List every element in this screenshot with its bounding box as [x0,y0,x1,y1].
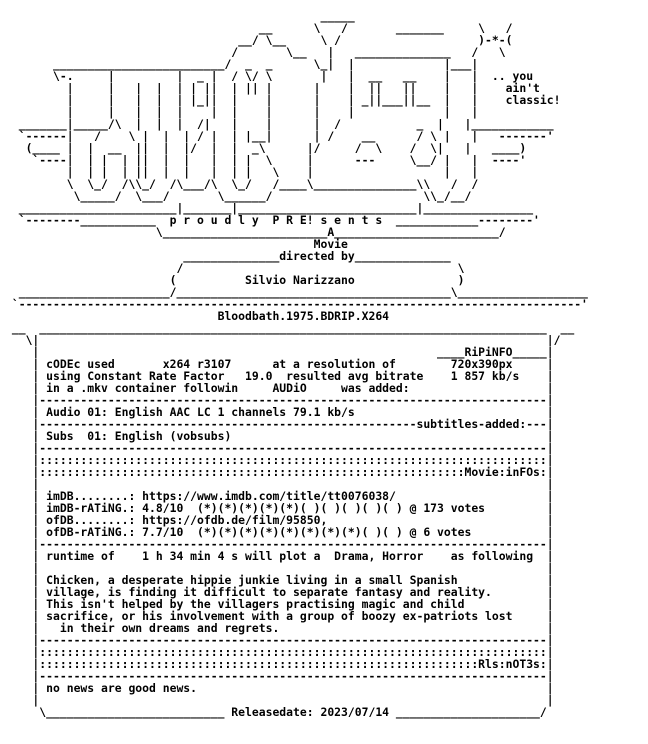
nfo-text-block: _____ __ \ / _______ \ / __/ \__ \ / )-*-( / \__ | ______________ / \ _________________________/ _ _ \_| | |___| \-. | | _ | / \/ \ | | __ __ | | .. you | | | | | | || | || | | | || || | | ain't | | | | | |_|| | | | | _||___||__ | | classic! | | | | | | | | | | | | _______|_____/\ | | | /| | | | / _ | |____________ `------| / \ | | | / | | |__| | / __ / \ | | -------' (____ | | __ || | |/ | | _\ |/ / \ / \| | ____) `----| | | | || | | | | | \ | --- \__/ | | ----' | | | | || | | | | | \ | | | \ \_/ /\\_/ /\___/\ \_/ /____\_______________\\ / / \_____/ \___/ \______/ \\_/__/ _______________________|_______|__________________________|________________ `--------___________ p r o u d l y P R E! s e n t s ____________--------' \________________________A________________________/ Movie ______________directed by______________ / \ ( Silvio Narizzano ) ______________________/________________________________________\___________________ `----------------------------------------------------------------------------------' Bloodbath.1975.BDRIP.X264 __ __________________________________________________________________________ __ \| |/ | ____RiPiNFO_____| | cODEc used x264 r3107 at a resolution of 720x390px | | using Constant Rate Factor 19.0 resulted avg bitrate 1 857 kb/s | | in a .mkv container followin AUDiO was added: | |--------------------------------------------------------------------------| | Audio 01: English AAC LC 1 channels 79.1 kb/s | |-------------------------------------------------------subtitles-added:---| | Subs 01: English (vobsubs) | |--------------------------------------------------------------------------| |::::::::::::::::::::::::::::::::::::::::::::::::::::::::::::::::::::::::::| |::::::::::::::::::::::::::::::::::::::::::::::::::::::::::::::Movie:inFOs:| | | | imDB........: https://www.imdb.com/title/tt0076038/ | | imDB-rATiNG.: 4.8/10 (*)(*)(*)(*)(*)( )( )( )( )( ) @ 173 votes | | ofDB........: https://ofdb.de/film/95850, | | ofDB-rATiNG.: 7.7/10 (*)(*)(*)(*)(*)(*)(*)(*)( )( ) @ 6 votes | |--------------------------------------------------------------------------| | runtime of 1 h 34 min 4 s will plot a Drama, Horror as following | | | | Chicken, a desperate hippie junkie living in a small Spanish | | village, is finding it difficult to separate fantasy and reality. | | This isn't helped by the villagers practising magic and child | | sacrifice, or his involvement with a group of boozy ex-patriots lost | | in their own dreams and regrets. | |--------------------------------------------------------------------------| |::::::::::::::::::::::::::::::::::::::::::::::::::::::::::::::::::::::::::| |::::::::::::::::::::::::::::::::::::::::::::::::::::::::::::::::Rls:nOT3s:| |--------------------------------------------------------------------------| | no news are good news. | | | \__________________________ Releasedate: 2023/07/14 _____________________/ [11,9,588,719]
